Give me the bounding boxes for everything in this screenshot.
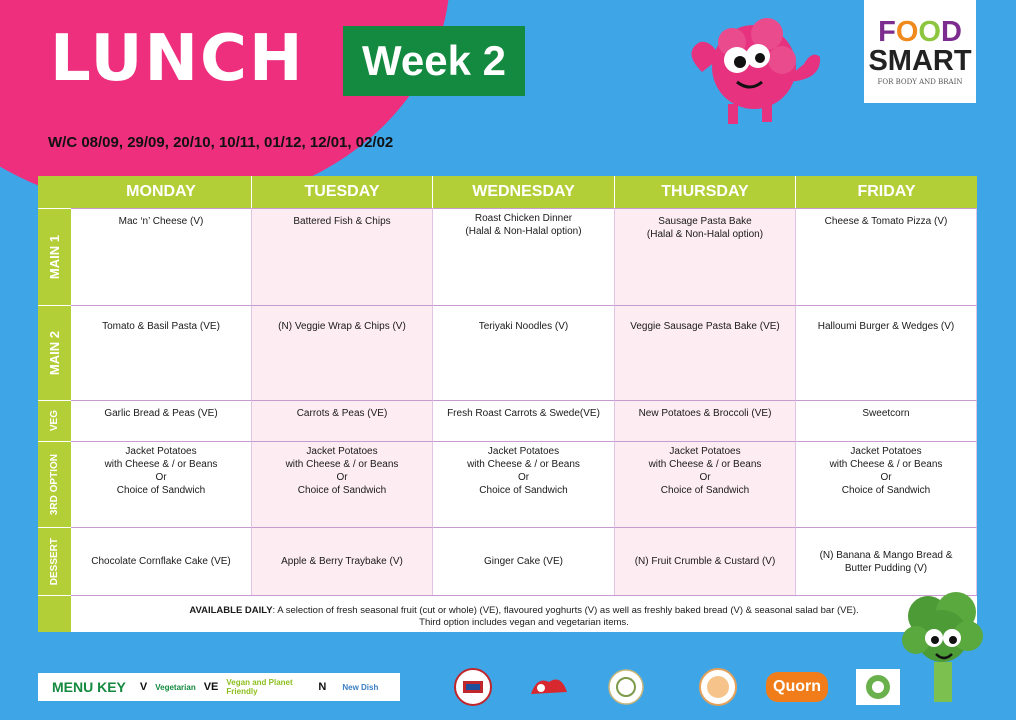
menu-cell: Battered Fish & Chips — [252, 208, 433, 305]
menu-cell: Jacket Potatoes with Cheese & / or Beans Or Choice of Sandwich — [796, 441, 977, 527]
key-desc-n: New Dish — [342, 682, 379, 692]
menu-cell: (N) Fruit Crumble & Custard (V) — [615, 527, 796, 595]
menu-cell: New Potatoes & Broccoli (VE) — [615, 400, 796, 441]
menu-cell: Sausage Pasta Bake (Halal & Non-Halal option) — [615, 208, 796, 305]
table-corner — [38, 176, 71, 208]
food-smart-logo: FOOD SMART FOR BODY AND BRAIN — [864, 0, 976, 103]
menu-cell: Mac ‘n’ Cheese (V) — [71, 208, 252, 305]
menu-cell: Sweetcorn — [796, 400, 977, 441]
menu-cell: Garlic Bread & Peas (VE) — [71, 400, 252, 441]
lunch-menu-table — [38, 176, 977, 632]
week-commencing-dates: W/C 08/09, 29/09, 20/10, 10/11, 01/12, 12/01, 02/02 — [48, 134, 394, 151]
menu-cell: Cheese & Tomato Pizza (V) — [796, 208, 977, 305]
menu-cell: Jacket Potatoes with Cheese & / or Beans Or Choice of Sandwich — [615, 441, 796, 527]
menu-cell: Jacket Potatoes with Cheese & / or Beans Or Choice of Sandwich — [71, 441, 252, 527]
menu-cell: Halloumi Burger & Wedges (V) — [796, 305, 977, 400]
row-label-main-2: MAIN 2 — [38, 305, 71, 400]
page-title: LUNCH — [50, 22, 305, 96]
row-label-daily — [38, 595, 71, 632]
menu-cell: (N) Banana & Mango Bread & Butter Pudding (V) — [796, 527, 977, 595]
menu-cell: Tomato & Basil Pasta (VE) — [71, 305, 252, 400]
menu-cell: Apple & Berry Traybake (V) — [252, 527, 433, 595]
day-header-monday: MONDAY — [71, 176, 252, 208]
row-label-veg: VEG — [38, 400, 71, 441]
quorn-badge: Quorn — [766, 672, 828, 702]
menu-cell: Jacket Potatoes with Cheese & / or Beans Or Choice of Sandwich — [433, 441, 615, 527]
key-code-v: V — [139, 681, 148, 693]
day-header-tuesday: TUESDAY — [252, 176, 433, 208]
menu-key — [38, 673, 400, 701]
raspberry-mascot-icon — [682, 12, 832, 127]
menu-cell: Fresh Roast Carrots & Swede(VE) — [433, 400, 615, 441]
key-desc-v: Vegetarian — [155, 682, 196, 692]
row-label-3rd-option: 3RD OPTION — [38, 441, 71, 527]
day-header-friday: FRIDAY — [796, 176, 977, 208]
key-code-n: N — [318, 681, 327, 693]
row-label-main-1: MAIN 1 — [38, 208, 71, 305]
broccoli-mascot-icon — [898, 588, 988, 706]
available-daily-note: AVAILABLE DAILY: A selection of fresh seasonal fruit (cut or whole) (VE), flavoured yoghurts (V) as well as freshly baked bread (V) & seasonal salad bar (VE). Third option includes vegan and vegetarian items. — [71, 595, 977, 632]
day-header-thursday: THURSDAY — [615, 176, 796, 208]
day-header-wednesday: WEDNESDAY — [433, 176, 615, 208]
menu-cell: Carrots & Peas (VE) — [252, 400, 433, 441]
food-for-life-badge-icon — [608, 668, 644, 706]
menu-cell: Roast Chicken Dinner (Halal & Non-Halal option) — [433, 208, 615, 305]
school-plates-badge-icon — [699, 668, 737, 706]
menu-cell: Ginger Cake (VE) — [433, 527, 615, 595]
menu-cell: (N) Veggie Wrap & Chips (V) — [252, 305, 433, 400]
key-code-ve: VE — [203, 681, 219, 693]
key-desc-ve: Vegan and Planet Friendly — [226, 678, 293, 696]
soil-association-badge-icon — [527, 668, 571, 706]
menu-cell: Veggie Sausage Pasta Bake (VE) — [615, 305, 796, 400]
waste-not-badge-icon — [855, 668, 901, 706]
menu-key-title: MENU KEY — [52, 679, 126, 695]
week-badge: Week 2 — [343, 26, 525, 96]
menu-cell: Teriyaki Noodles (V) — [433, 305, 615, 400]
red-tractor-badge-icon — [454, 668, 492, 706]
row-label-dessert: DESSERT — [38, 527, 71, 595]
menu-cell: Jacket Potatoes with Cheese & / or Beans Or Choice of Sandwich — [252, 441, 433, 527]
menu-cell: Chocolate Cornflake Cake (VE) — [71, 527, 252, 595]
